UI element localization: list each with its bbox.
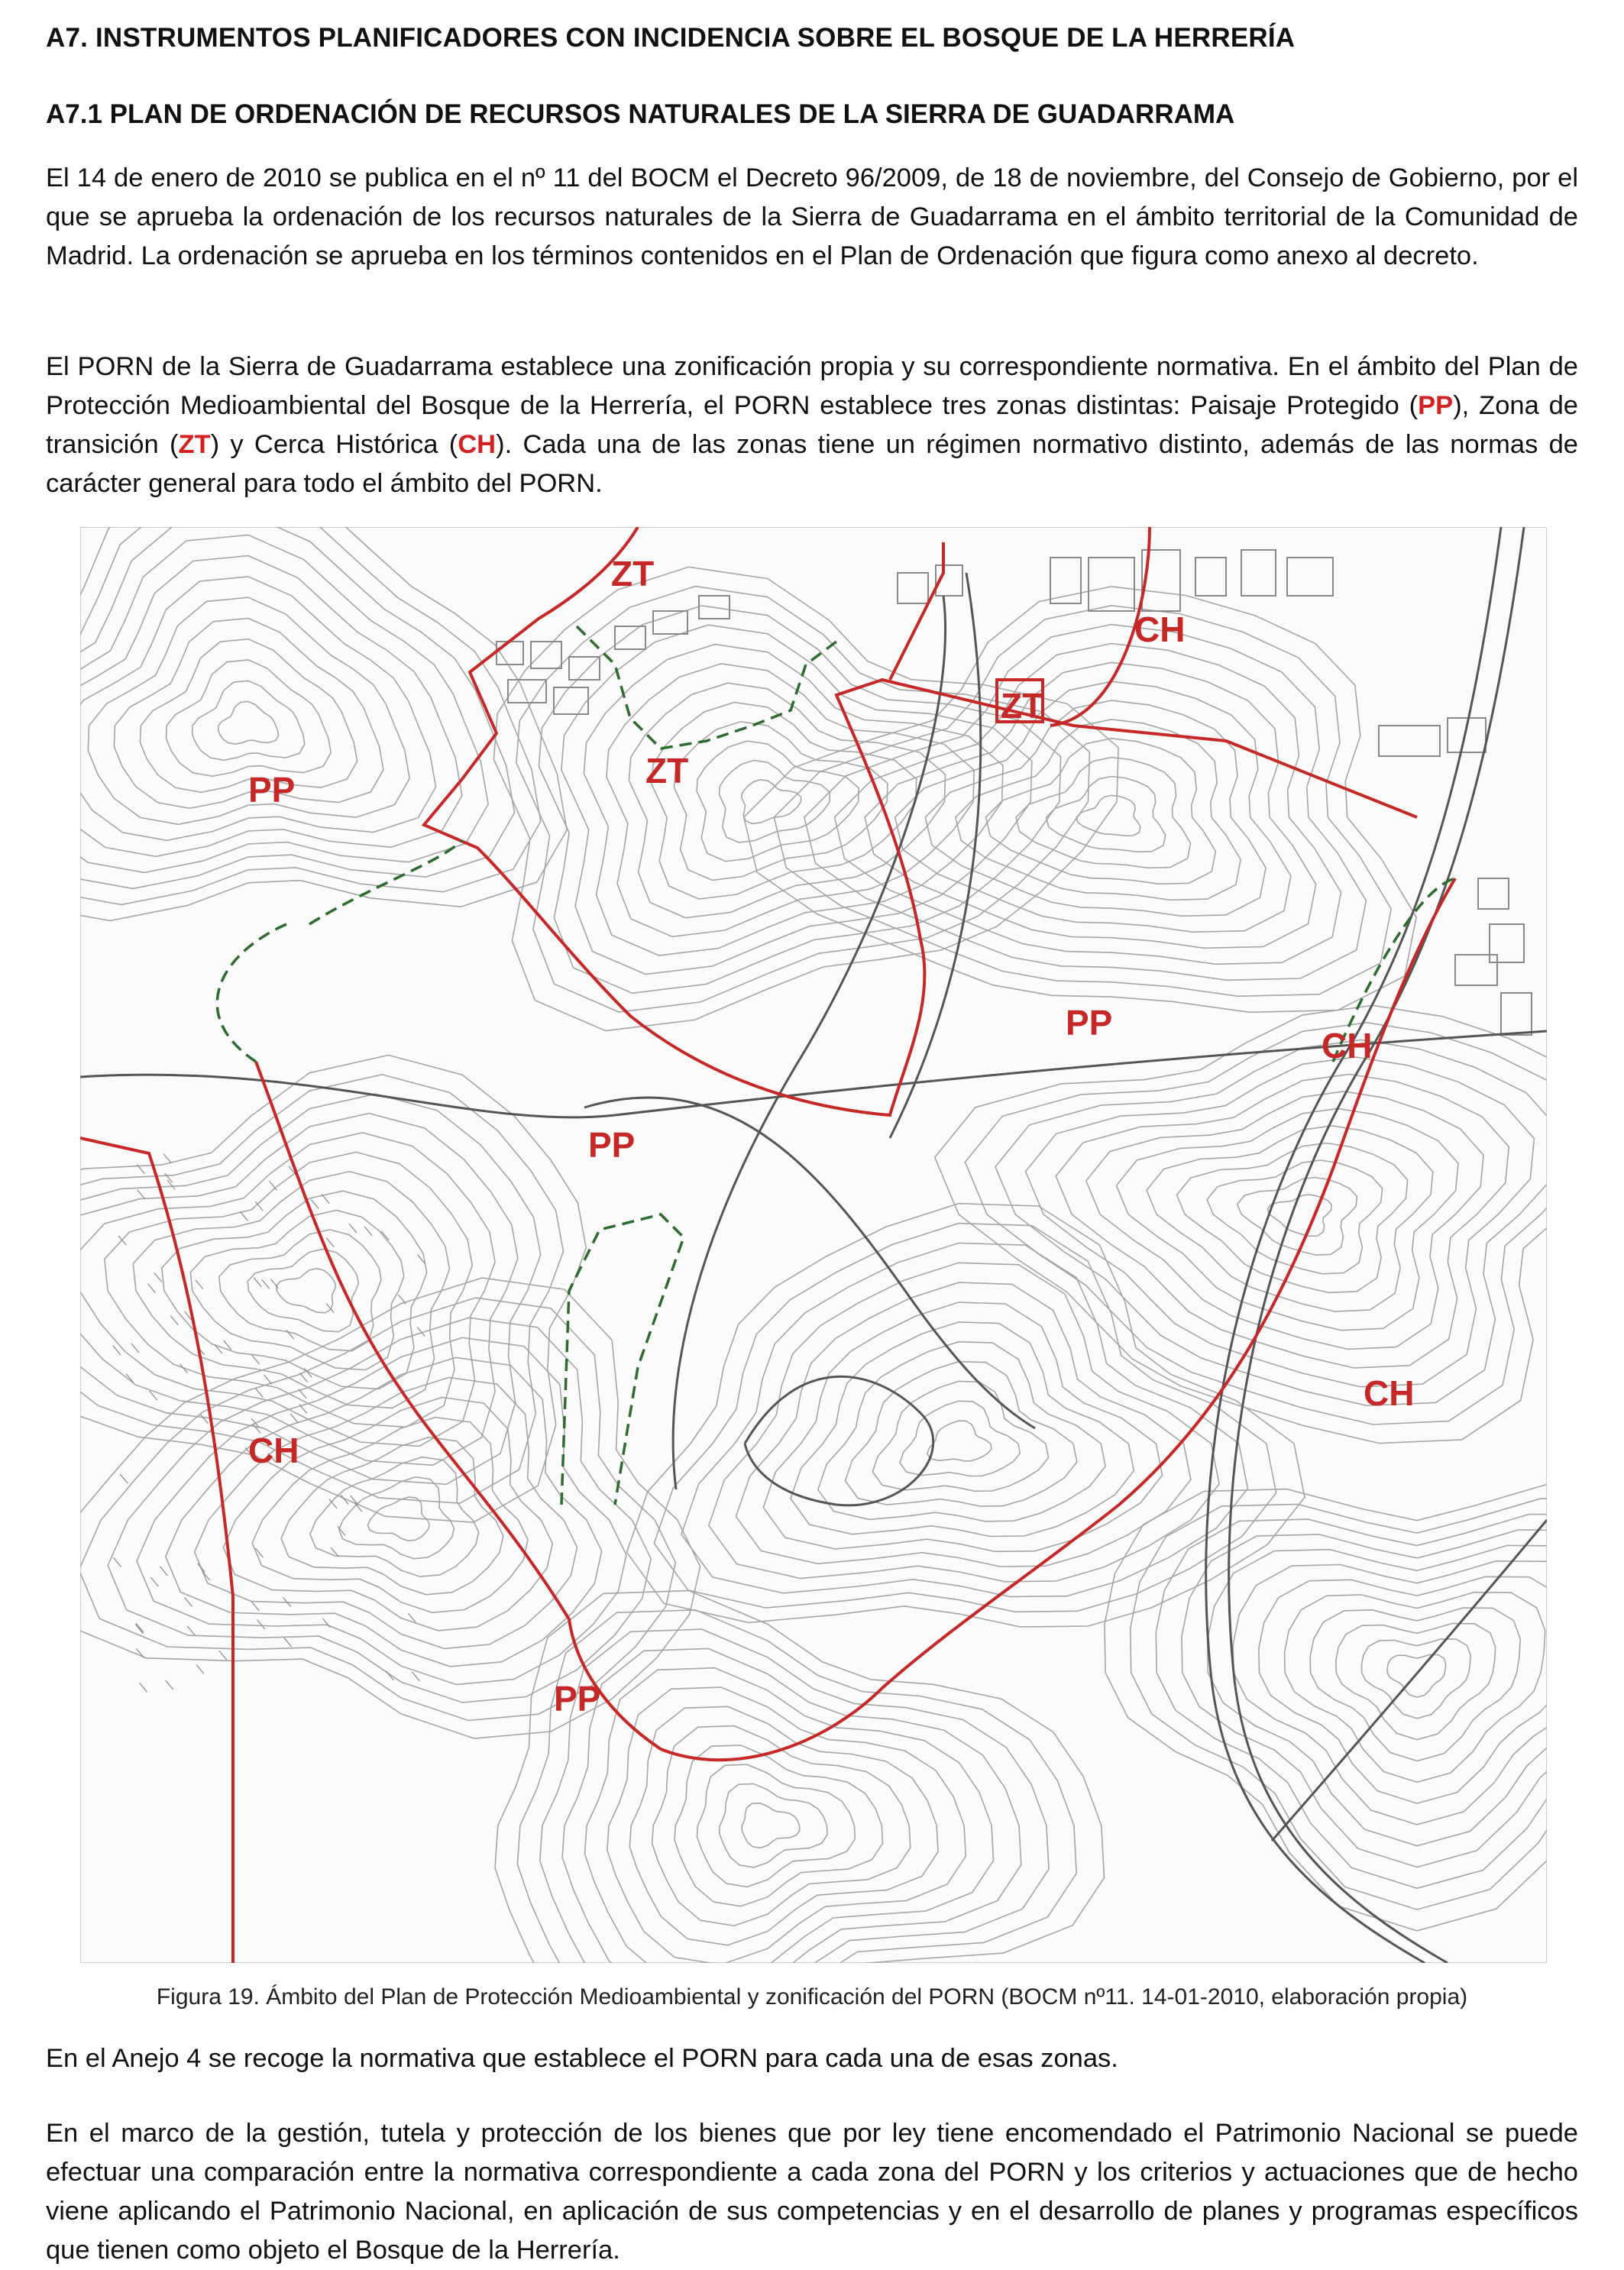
paragraph-zoning [46, 348, 1578, 503]
map-label-pp-3: PP [588, 1125, 636, 1165]
section-heading: A7. INSTRUMENTOS PLANIFICADORES CON INCIDENCIA SOBRE EL BOSQUE DE LA HERRERÍA [46, 23, 1296, 53]
map-label-zt-3: ZT [645, 751, 689, 791]
map-label-ch-3: CH [1364, 1373, 1415, 1413]
paragraph-annex: En el Anejo 4 se recoge la normativa que establece el PORN para cada una de esas zonas. [46, 2044, 1118, 2073]
zoning-text-c: ) y Cerca Histórica ( [210, 430, 458, 459]
zone-code-zt: ZT [178, 430, 211, 459]
zoning-map [80, 527, 1547, 1963]
map-label-ch-4: CH [248, 1431, 299, 1470]
paragraph-decree: El 14 de enero de 2010 se publica en el nº 11 del BOCM el Decreto 96/2009, de 18 de noviembre, del Consejo de Gobierno, por el que se aprueba la ordenación de los recursos naturales de la Sierra de Guadarrama en el ámbito territorial de la Comunidad de Madrid. La ordenación se aprueba en los términos contenidos en el Plan de Ordenación que figura como anexo al decreto. [46, 163, 1578, 270]
map-label-zt-1: ZT [611, 554, 655, 593]
zoning-text-b: ), Zona de transición ( [46, 391, 1578, 459]
map-label-ch-2: CH [1322, 1026, 1373, 1065]
zoning-text-d: ). Cada una de las zonas tiene un régimen normativo distinto, además de las normas de carácter general para todo el ámbito del PORN. [46, 430, 1578, 498]
zone-code-pp: PP [1418, 391, 1454, 420]
subsection-heading: A7.1 PLAN DE ORDENACIÓN DE RECURSOS NATURALES DE LA SIERRA DE GUADARRAMA [46, 99, 1235, 129]
zone-code-ch: CH [458, 430, 497, 459]
zoning-text-a: El PORN de la Sierra de Guadarrama establece una zonificación propia y su correspondiente normativa. En el ámbito del Plan de Protección Medioambiental del Bosque de la Herrería, el PORN establece tres zonas distintas: Paisaje Protegido ( [46, 352, 1578, 420]
paragraph-comparison: En el marco de la gestión, tutela y protección de los bienes que por ley tiene encomendado el Patrimonio Nacional se puede efectuar una comparación entre la normativa correspondiente a cada zona del PORN y los criterios y actuaciones que de hecho viene aplicando el Patrimonio Nacional, en aplicación de sus competencias y en el desarrollo de planes y programas específicos que tienen como objeto el Bosque de la Herrería. [46, 2119, 1578, 2265]
map-label-zt-2: ZT [1001, 686, 1044, 726]
map-label-pp-4: PP [554, 1679, 601, 1719]
map-label-ch-1: CH [1134, 610, 1186, 649]
map-label-pp-1: PP [248, 770, 296, 810]
figure-caption: Figura 19. Ámbito del Plan de Protección Medioambiental y zonificación del PORN (BOCM nº11. 14-01-2010, elaboración propia) [156, 1984, 1468, 2010]
map-label-pp-2: PP [1066, 1003, 1113, 1043]
map-canvas [80, 527, 1547, 1963]
